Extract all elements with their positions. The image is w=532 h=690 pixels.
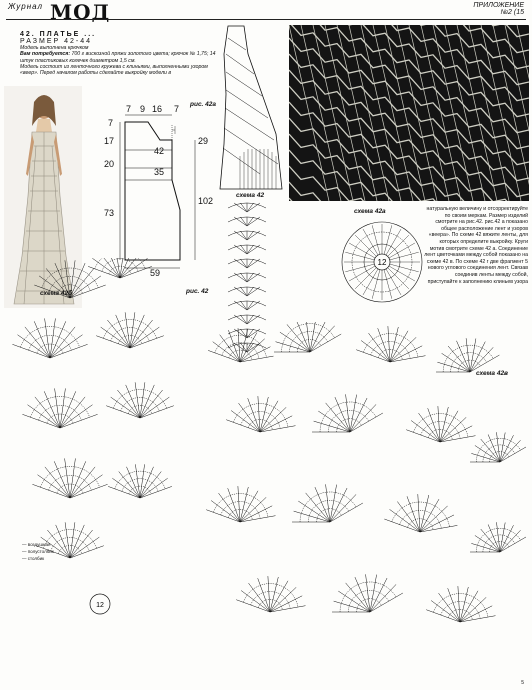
legend-item: — столбик xyxy=(22,556,45,561)
fan-spoke xyxy=(120,258,141,278)
materials-label: Вам потребуется: xyxy=(20,51,71,58)
stitch-spoke xyxy=(388,235,409,256)
stitch-spoke xyxy=(390,252,419,260)
fan-spoke xyxy=(241,591,270,613)
fan-spoke xyxy=(120,258,134,278)
fan-spoke xyxy=(369,333,391,362)
fan-spoke xyxy=(99,258,120,278)
stitch-spoke xyxy=(345,264,374,272)
legend-item: — полустолбик xyxy=(22,549,54,554)
stitch-mark xyxy=(247,217,260,226)
fan-spoke xyxy=(334,601,370,612)
page-number: 5 xyxy=(521,680,524,686)
fan-spoke xyxy=(481,439,500,462)
fan-spoke xyxy=(287,324,310,352)
fan-ring xyxy=(20,326,79,347)
intro-text: Модель состоит из ленточного кружева с клиньями, выполненными узором «веер». Перед началом работы сделайте выкройку модели в xyxy=(20,63,208,77)
fig-42a-label: рис. 42а xyxy=(190,101,217,108)
stitch-spoke xyxy=(355,268,376,289)
measure-bottom: 59 xyxy=(150,268,161,278)
stitch-mark xyxy=(241,231,248,240)
stitch-spoke xyxy=(390,264,419,272)
fan-ring xyxy=(109,266,131,274)
instructions-text: натуральную величину и отсорректируйте по своим меркам. Размер изделий смотрите на рис.42. рис.42 а показано общее расположение лент и узоров «веера». По схеме 42 вяжите ленты, для которых определите выкройку. Круги мотив смотрите схеме 42 а. Соединение лент цветочками между собой показано на схеме 42 в. По схеме 42 г две фрагмент 5 нового углового соединения лент. Связав соединив ленты между собой, приступайте к заполнению клиньев узора xyxy=(424,206,528,285)
fan-spoke xyxy=(239,403,261,432)
materials xyxy=(20,51,225,64)
fan-spoke xyxy=(460,587,468,622)
stitch-mark xyxy=(241,259,248,268)
fan-spoke xyxy=(384,519,420,532)
measure-top-1: 7 xyxy=(126,104,132,114)
stitch-mark xyxy=(234,287,247,296)
fan-spoke xyxy=(471,453,500,462)
fan-spoke xyxy=(270,577,278,612)
legend-item: — воздушная xyxy=(22,542,51,547)
schema-42a-label: схема 42а xyxy=(354,208,386,215)
fabric-swatch-photo xyxy=(289,25,529,201)
schema-42a-motif xyxy=(338,218,426,306)
stitch-spoke xyxy=(386,269,401,295)
fan-spoke xyxy=(314,421,350,432)
fig-42-label: рис. 42 xyxy=(186,288,209,295)
measure-left-3: 20 xyxy=(104,159,115,169)
header-rule xyxy=(6,19,526,20)
stitch-spoke xyxy=(389,266,415,281)
stitch-mark xyxy=(247,259,260,268)
fan-spoke xyxy=(420,495,429,532)
stitch-spoke xyxy=(363,229,378,255)
measure-waist: 35 xyxy=(154,167,165,177)
stitch-spoke xyxy=(349,266,375,281)
stitch-mark xyxy=(234,231,247,240)
fan-spoke xyxy=(448,346,470,372)
fan-spoke xyxy=(426,610,460,622)
fan-spoke xyxy=(431,601,460,623)
fan-ring xyxy=(30,396,89,417)
fan-spoke xyxy=(220,335,240,362)
fan-ring xyxy=(37,344,63,353)
measure-left-4: 73 xyxy=(104,208,115,218)
stitch-mark xyxy=(247,231,254,240)
fan-ring xyxy=(118,335,142,343)
fan-ring xyxy=(128,405,152,413)
stitch-mark xyxy=(247,301,254,310)
fan-spoke xyxy=(481,529,500,552)
magazine-logo: МОД xyxy=(50,0,111,24)
fan-ring xyxy=(57,484,83,493)
fan-spoke xyxy=(206,510,240,522)
fan-spoke xyxy=(306,493,330,522)
stitch-mark xyxy=(247,203,254,212)
materials-text: 700 г вискозной пряжи золотого цвета; крючок № 1,75; 14 штук пластиковых колечек диаметром 1,5 см. xyxy=(20,51,216,64)
stitch-mark xyxy=(247,217,254,226)
fan-spoke xyxy=(390,327,398,362)
fan-spoke xyxy=(471,543,500,552)
measure-top-2: 9 xyxy=(140,104,146,114)
stitch-mark xyxy=(247,273,254,282)
stitch-spoke xyxy=(384,270,392,299)
model-note: Модель выполнена крючком xyxy=(20,45,89,51)
stitch-legend xyxy=(22,541,54,562)
issue-number: №2 (15 xyxy=(500,9,524,16)
schema-42b-label: схема 42б xyxy=(40,290,73,297)
fan-ring xyxy=(39,405,82,420)
fan-spoke xyxy=(260,397,268,432)
motif-center-number-b: 12 xyxy=(96,602,104,609)
stitch-mark xyxy=(234,245,247,254)
magazine-name-prefix: Журнал xyxy=(8,2,43,11)
stitch-mark xyxy=(247,287,260,296)
stitch-mark xyxy=(234,259,247,268)
stitch-mark xyxy=(241,273,248,282)
fan-ring xyxy=(49,475,92,490)
fan-ring xyxy=(113,390,166,409)
measure-left-1: 7 xyxy=(108,118,114,128)
fan-ring xyxy=(121,398,160,412)
fan-spoke xyxy=(310,322,316,352)
stitch-spoke xyxy=(386,229,401,255)
fan-spoke xyxy=(211,501,240,523)
ribbon-layout-diagram xyxy=(210,24,290,194)
stitch-mark xyxy=(234,301,247,310)
item-description xyxy=(20,45,225,76)
fan-ring xyxy=(102,259,138,272)
fan-spoke xyxy=(440,407,448,442)
fan-spoke xyxy=(346,583,370,612)
stitch-mark xyxy=(247,203,260,212)
stitch-mark xyxy=(247,273,260,282)
fan-ring xyxy=(29,335,72,350)
fan-ring xyxy=(40,466,99,487)
item-title: 42. ПЛАТЬЕ ... xyxy=(20,31,97,38)
motif-center-number: 12 xyxy=(377,258,387,267)
fan-spoke xyxy=(240,329,248,362)
stitch-mark xyxy=(234,217,247,226)
stitch-spoke xyxy=(355,235,376,256)
measure-right-1: 29 xyxy=(198,136,209,146)
fan-spoke xyxy=(208,350,240,362)
fan-ring xyxy=(95,258,145,269)
fan-spoke xyxy=(361,341,390,363)
fan-ring xyxy=(115,471,165,489)
stitch-mark xyxy=(234,273,247,282)
fan-spoke xyxy=(219,493,241,522)
supplement-label xyxy=(473,2,524,16)
stitch-spoke xyxy=(372,270,380,299)
stitch-spoke xyxy=(388,268,409,289)
supplement-word: ПРИЛОЖЕНИЕ xyxy=(473,2,524,9)
item-size: РАЗМЕР 42-44 xyxy=(20,38,93,45)
measure-right-2: 102 xyxy=(198,196,214,206)
fan-spoke xyxy=(406,430,440,442)
fan-ring xyxy=(51,538,90,552)
fan-spoke xyxy=(276,342,311,352)
stitch-spoke xyxy=(345,252,374,260)
stitch-mark xyxy=(247,259,254,268)
fan-spoke xyxy=(356,350,390,362)
stitch-mark xyxy=(241,245,248,254)
schema-42v-diagram xyxy=(200,322,530,682)
stitch-mark xyxy=(247,245,254,254)
fan-spoke xyxy=(226,420,260,432)
measure-left-2: 17 xyxy=(104,136,115,146)
stitch-mark xyxy=(241,203,248,212)
fan-ring xyxy=(50,276,91,290)
measure-top-3: 16 xyxy=(152,104,163,114)
fan-spoke xyxy=(240,487,248,522)
fan-ring xyxy=(122,479,158,492)
schema-42-label: схема 42 xyxy=(236,192,265,199)
fan-spoke xyxy=(437,362,470,372)
stitch-mark xyxy=(247,245,260,254)
fan-spoke xyxy=(231,411,260,433)
fan-spoke xyxy=(236,600,270,612)
stitch-spoke xyxy=(363,269,378,295)
stitch-spoke xyxy=(372,225,380,254)
fan-spoke xyxy=(439,593,461,622)
schema-42b-diagram xyxy=(10,258,210,678)
stitch-mark xyxy=(241,301,248,310)
stitch-mark xyxy=(241,287,248,296)
fan-ring xyxy=(47,414,73,423)
fan-spoke xyxy=(326,403,350,432)
fan-ring xyxy=(58,285,83,294)
stitch-mark xyxy=(247,231,260,240)
stitch-mark xyxy=(234,203,247,212)
fan-spoke xyxy=(249,583,271,612)
fan-spoke xyxy=(213,342,240,362)
measure-top-4: 7 xyxy=(174,104,180,114)
fan-spoke xyxy=(411,421,440,443)
stitch-mark xyxy=(247,287,254,296)
schema-42v-label: схема 42в xyxy=(476,370,508,377)
fan-spoke xyxy=(419,413,441,442)
fan-spoke xyxy=(294,511,330,522)
fan-spoke xyxy=(390,509,421,532)
stitch-spoke xyxy=(384,225,392,254)
measure-chest: 42 xyxy=(154,146,165,156)
stitch-mark xyxy=(247,301,260,310)
fan-spoke xyxy=(397,502,420,533)
stitch-mark xyxy=(241,217,248,226)
fan-ring xyxy=(58,545,82,553)
fan-ring xyxy=(111,328,150,342)
fan-ring xyxy=(103,320,156,339)
fan-ring xyxy=(129,486,151,494)
stitch-spoke xyxy=(389,243,415,258)
stitch-spoke xyxy=(349,243,375,258)
